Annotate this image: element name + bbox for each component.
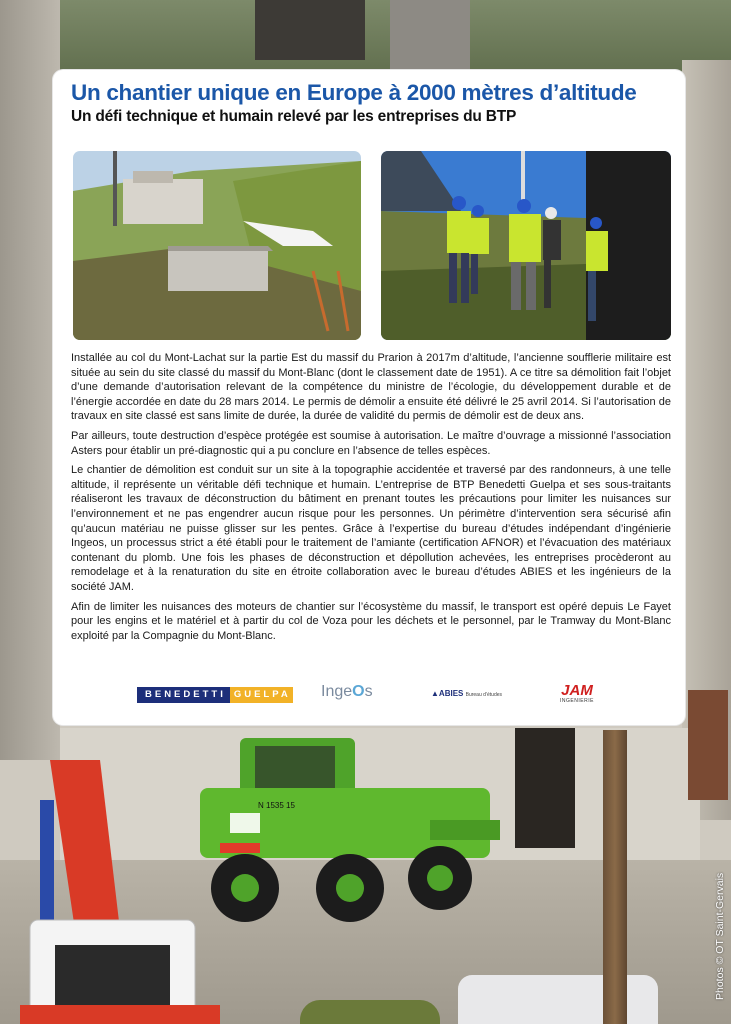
page-title: Un chantier unique en Europe à 2000 mètres d’altitude xyxy=(71,80,637,105)
telehandler-vehicle xyxy=(200,728,500,928)
partner-logos xyxy=(71,682,671,714)
page-subtitle: Un défi technique et humain relevé par les entreprises du BTP xyxy=(71,108,517,125)
background-left-wall xyxy=(0,0,60,760)
abies-logo: ▲ABIES Bureau d’études xyxy=(431,689,503,698)
background-hillside xyxy=(0,0,731,80)
site-photo xyxy=(73,151,361,340)
photo-credit: Photos © OT Saint-Gervais xyxy=(714,872,726,1000)
background-doorway xyxy=(515,728,575,848)
background-shed xyxy=(255,0,365,60)
paragraph: Par ailleurs, toute destruction d’espèce protégée est soumise à autorisation. Le maître d’ouvrage a missionné l’association Asters pour établir un pré-diagnostic qui a pu conclure en l’absence de telles espèces. xyxy=(71,429,671,457)
abies-mountain-icon: ▲ xyxy=(431,689,439,698)
body-text xyxy=(71,351,671,648)
background-debris-bags xyxy=(458,975,658,1024)
paragraph: Afin de limiter les nuisances des moteurs de chantier sur l’écosystème du massif, le transport est opéré depuis Le Fayet pour les engins et le matériel et à partir du col de Voza pour les déchets et le personnel, par le Tramway du Mont-Blanc exploité par la Compagnie du Mont-Blanc. xyxy=(71,600,671,642)
ingeos-logo: IngeOs xyxy=(321,683,373,700)
background-roof xyxy=(390,0,470,70)
benedetti-guelpa-logo: BENEDETTI GUELPA xyxy=(137,687,293,703)
paragraph: Le chantier de démolition est conduit sur un site à la topographie accidentée et traversé par des randonneurs, à une telle altitude, il représente un véritable défi technique et humain. L’entreprise de BTP Benedetti Guelpa et ses sous-traitants réaliseront les travaux de déconstruction du bâtiment en prenant toutes les précautions pour limiter les nuisances sur l’environnement et ne pas engendrer aucun risque pour les personnes. Un périmètre d’intervention sera sécurisé afin qu’aucun matériau ne puisse glisser sur les pentes. Grâce à l’expertise du bureau d’études indépendant d’ingénierie Ingeos, un processus strict a été établi pour le traitement de l’amiante (certification AFNOR) et l’évacuation des matériaux contenant du plomb. Une fois les phases de déconstruction et dépollution achevées, les entreprises procèderont au remodelage et à la renaturation du site en étroite collaboration avec le bureau d’études ABIES et les ingénieurs de la société JAM. xyxy=(71,464,671,593)
jam-logo: JAM INGENIERIE xyxy=(560,682,594,704)
info-board xyxy=(53,70,685,725)
vehicle-plate: N 1535 15 xyxy=(258,801,295,810)
background-grass xyxy=(300,1000,440,1024)
background-brown-panel xyxy=(688,690,728,800)
paragraph: Installée au col du Mont-Lachat sur la partie Est du massif du Prarion à 2017m d’altitude, l’ancienne soufflerie militaire est située au sein du site classé du massif du Mont-Blanc (dont le classement date de 1951). A ce titre sa démolition fait l’objet d’une demande d’autorisation relevant de la compétence du ministre de l’écologie, du développement durable et de l’énergie accordée en date du 28 mars 2014. Le permis de démolir a ensuite été délivré le 25 avril 2014. Si l’autorisation de travaux en site classé est sans limite de durée, la durée de validité du permis de démolir est de deux ans. xyxy=(71,352,671,423)
workers-photo xyxy=(381,151,671,340)
crane-vehicle xyxy=(20,760,220,1024)
wooden-post xyxy=(603,730,627,1024)
